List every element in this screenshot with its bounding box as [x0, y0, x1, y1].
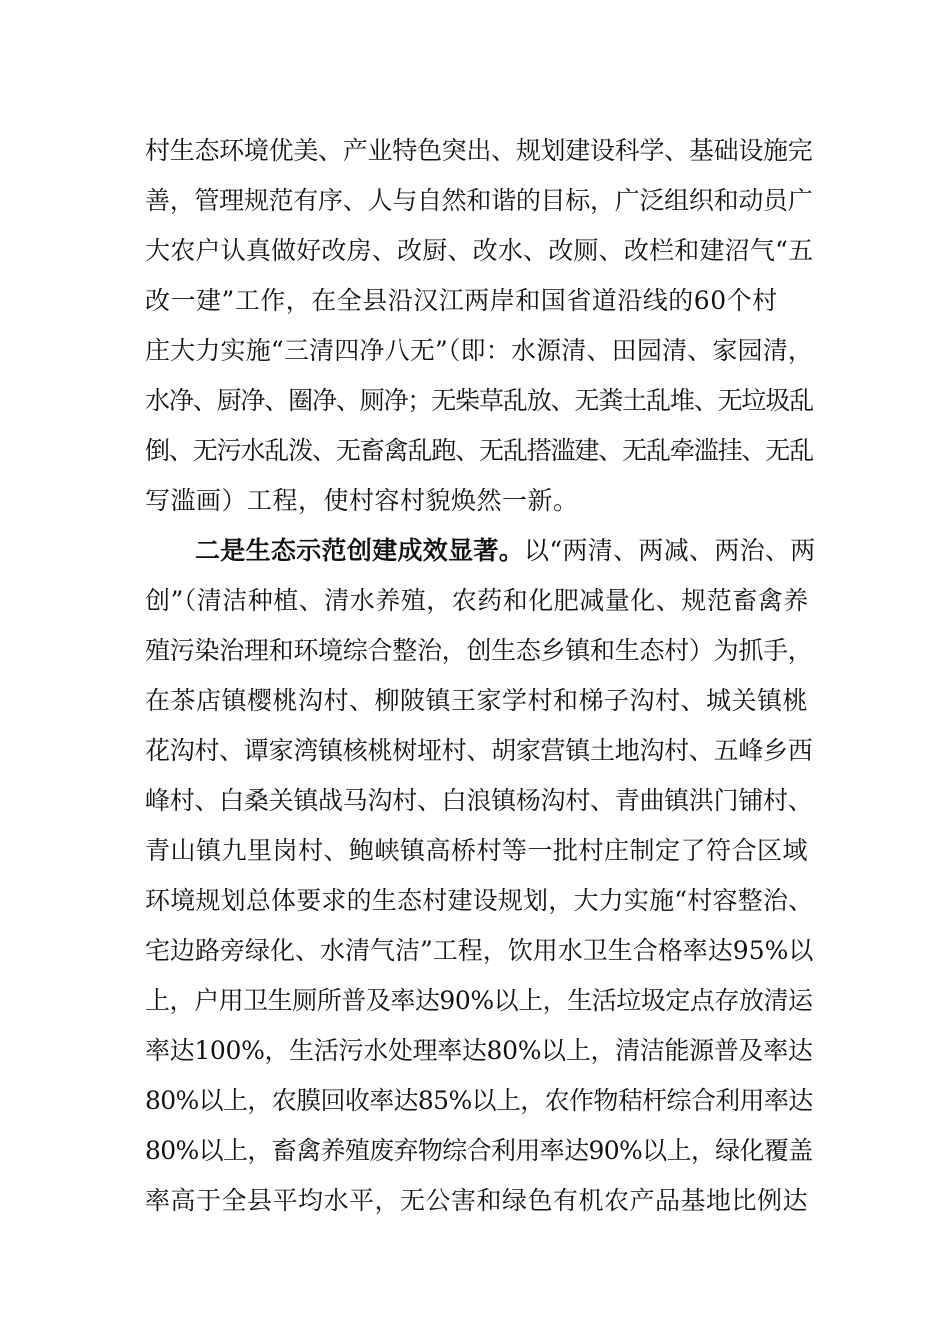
- paragraph-2-line-11: 率达100%，生活污水处理率达80%以上，清洁能源普及率达: [145, 1036, 813, 1065]
- paragraph-1-line-7: 倒、无污水乱泼、无畜禽乱跑、无乱搭滥建、无乱牵滥挂、无乱: [145, 436, 814, 465]
- paragraph-1-line-5: 庄大力实施“三清四净八无”（即：水源清、田园清、家园清，: [145, 336, 814, 365]
- paragraph-1-line-1: 村生态环境优美、产业特色突出、规划建设科学、基础设施完: [145, 136, 813, 165]
- paragraph-1-line-4: 改一建”工作，在全县沿汉江两岸和国省道沿线的60个村: [145, 286, 778, 315]
- paragraph-2-line-6: 峰村、白桑关镇战马沟村、白浪镇杨沟村、青曲镇洪门铺村、: [145, 786, 813, 815]
- paragraph-1-line-6: 水净、厨净、圈净、厕净；无柴草乱放、无粪土乱堆、无垃圾乱: [145, 386, 814, 415]
- paragraph-2-line-14: 率高于全县平均水平，无公害和绿色有机农产品基地比例达: [145, 1186, 809, 1215]
- paragraph-2-line-10: 上，户用卫生厕所普及率达90%以上，生活垃圾定点存放清运: [145, 986, 813, 1015]
- paragraph-2-heading: 二是生态示范创建成效显著。: [195, 536, 525, 565]
- paragraph-2-line-2: 创”（清洁种植、清水养殖，农药和化肥减量化、规范畜禽养: [145, 586, 809, 615]
- paragraph-2-line-9: 宅边路旁绿化、水清气洁”工程，饮用水卫生合格率达95%以: [145, 936, 814, 965]
- paragraph-1-line-3: 大农户认真做好改房、改厨、改水、改厕、改栏和建沼气“五: [145, 236, 814, 265]
- paragraph-2-line-8: 环境规划总体要求的生态村建设规划，大力实施“村容整治、: [145, 886, 814, 915]
- paragraph-2-line-4: 在茶店镇樱桃沟村、柳陂镇王家学村和梯子沟村、城关镇桃: [145, 686, 809, 715]
- paragraph-2-line-7: 青山镇九里岗村、鲍峡镇高桥村等一批村庄制定了符合区域: [145, 836, 809, 865]
- paragraph-1-line-2: 善，管理规范有序、人与自然和谐的目标，广泛组织和动员广: [145, 186, 813, 215]
- paragraph-2-line-12: 80%以上，农膜回收率达85%以上，农作物秸杆综合利用率达: [145, 1086, 813, 1115]
- paragraph-2-first-line-text: 以“两清、两减、两治、两: [524, 536, 816, 565]
- paragraph-2-first-line: [195, 534, 816, 568]
- paragraph-2-line-3: 殖污染治理和环境综合整治，创生态乡镇和生态村）为抓手，: [145, 636, 813, 665]
- paragraph-2-line-5: 花沟村、谭家湾镇核桃树垭村、胡家营镇土地沟村、五峰乡西: [145, 736, 813, 765]
- paragraph-1-line-8: 写滥画）工程，使村容村貌焕然一新。: [145, 486, 579, 515]
- paragraph-2-line-13: 80%以上，畜禽养殖废弃物综合利用率达90%以上，绿化覆盖: [145, 1136, 813, 1165]
